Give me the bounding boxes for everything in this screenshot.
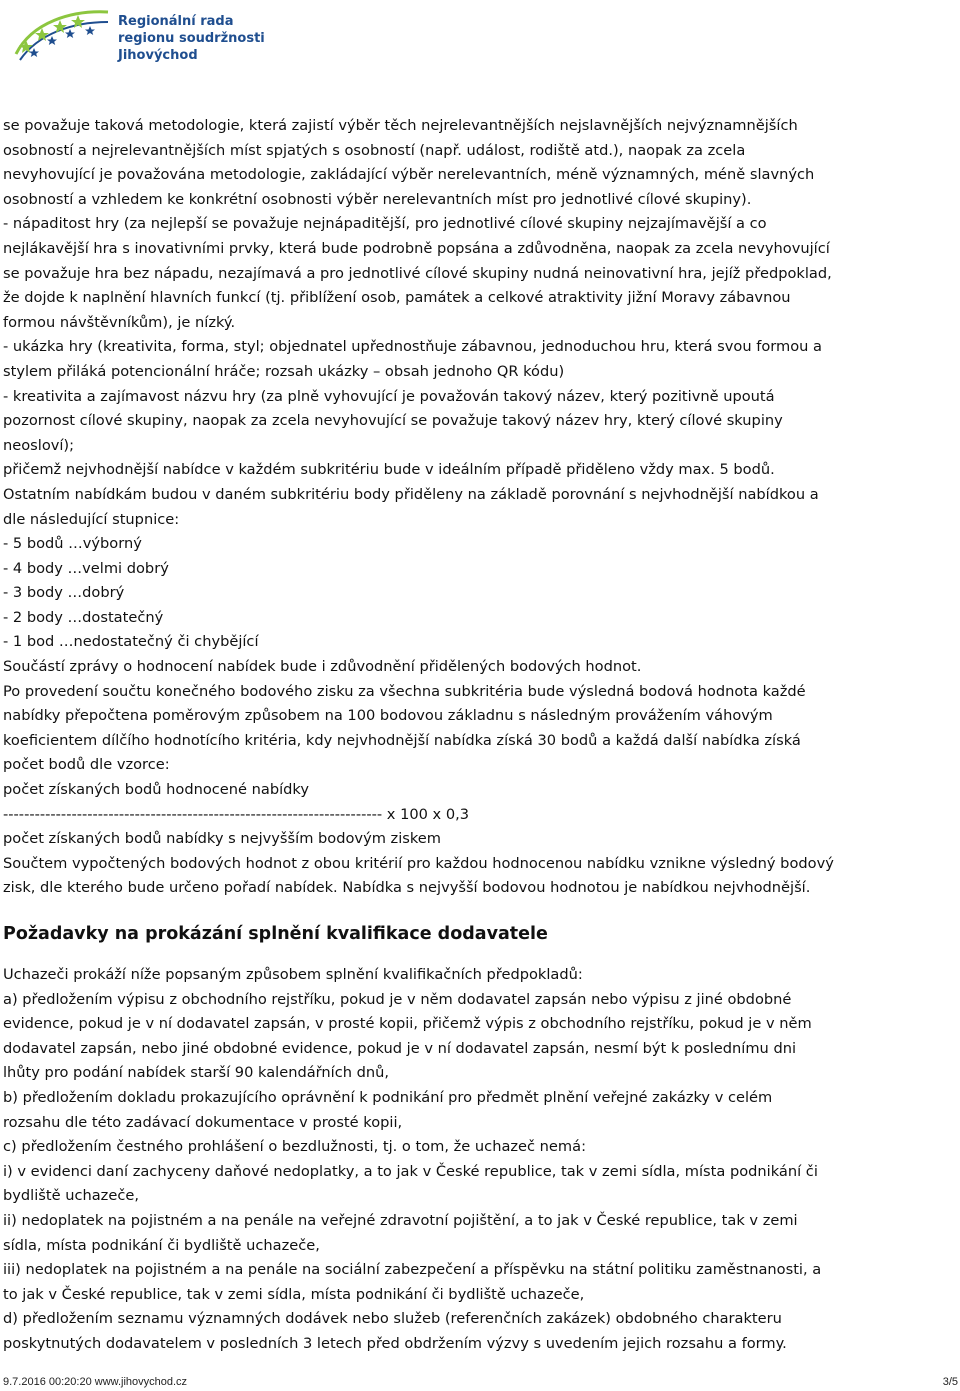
text-line: b) předložením dokladu prokazujícího oprávnění k podnikání pro předmět plnění veřejné zakázky v celém — [3, 1088, 773, 1106]
star-arc-logo-icon — [12, 4, 112, 64]
text-line: koeficientem dílčího hodnotícího kritéria, kdy nejvhodnější nabídka získá 30 bodů a každá další nabídka získá — [3, 731, 801, 749]
text-line: bydliště uchazeče, — [3, 1187, 139, 1205]
text-line: c) předložením čestného prohlášení o bezdlužnosti, tj. o tom, že uchazeč nemá: — [3, 1138, 586, 1156]
scale-item: - 1 bod …nedostatečný či chybějící — [3, 633, 259, 651]
section-heading: Požadavky na prokázání splnění kvalifikace dodavatele — [3, 924, 548, 944]
qualification-text — [3, 963, 958, 1357]
formula-numerator: počet získaných bodů hodnocené nabídky — [3, 781, 309, 799]
page-footer — [3, 1375, 958, 1389]
text-line: počet bodů dle vzorce: — [3, 756, 170, 774]
text-line: se považuje hra bez nápadu, nezajímavá a pro jednotlivé cílové skupiny nudná neinovativní hra, jejíž předpoklad, — [3, 264, 832, 282]
text-line: se považuje taková metodologie, která zajistí výběr těch nejrelevantnějších nejslavnějších nejvýznamnějších — [3, 117, 798, 134]
text-line: Ostatním nabídkám budou v daném subkritériu body přiděleny na základě porovnání s nejvhodnější nabídkou a — [3, 485, 819, 503]
text-line: - kreativita a zajímavost názvu hry (za plně vyhovující je považován takový název, který pozitivně upoutá — [3, 387, 775, 405]
text-line: neosloví); — [3, 436, 75, 454]
text-line: Součtem vypočtených bodových hodnot z obou kritérií pro každou hodnocenou nabídku vznikne výsledný bodový — [3, 854, 834, 872]
formula-fraction-line: ------------------------------------------------------------------------ x 100 x 0,3 — [3, 805, 470, 823]
scale-item: - 4 body …velmi dobrý — [3, 559, 169, 577]
logo-line: Jihovýchod — [118, 48, 198, 63]
text-line: iii) nedoplatek na pojistném a na penále na sociální zabezpečení a příspěvku na státní politiku zaměstnanosti, a — [3, 1261, 822, 1279]
text-line: formou návštěvníkům), je nízký. — [3, 313, 236, 331]
scale-item: - 3 body …dobrý — [3, 584, 125, 602]
text-line: poskytnutých dodavatelem v posledních 3 letech před obdržením výzvy s uvedením jejich rozsahu a formy. — [3, 1334, 787, 1352]
evaluation-text — [3, 114, 958, 901]
text-line: osobností a nejrelevantnějších míst spjatých s osobností (např. událost, rodiště atd.), naopak za zcela — [3, 141, 746, 159]
text-line: nabídky přepočtena poměrovým způsobem na 100 bodovou základnu s následným provážením váhovým — [3, 707, 773, 725]
text-line: rozsahu dle této zadávací dokumentace v prosté kopii, — [3, 1113, 403, 1131]
text-line: to jak v České republice, tak v zemi sídla, místa podnikání či bydliště uchazeče, — [3, 1285, 585, 1303]
text-line: zisk, dle kterého bude určeno pořadí nabídek. Nabídka s nejvyšší bodovou hodnotou je nabídkou nejvhodnější. — [3, 879, 811, 897]
text-line: přičemž nejvhodnější nabídce v každém subkritériu bude v ideálním případě přiděleno vždy max. 5 bodů. — [3, 461, 775, 479]
text-line: i) v evidenci daní zachyceny daňové nedoplatky, a to jak v České republice, tak v zemi sídla, místa podnikání či — [3, 1162, 818, 1180]
text-line: dodavatel zapsán, nebo jiné obdobné evidence, pokud je v ní dodavatel zapsán, nesmí být k poslednímu dni — [3, 1039, 797, 1057]
text-line: nevyhovující je považována metodologie, zakládající výběr nerelevantních, méně významných, méně slavných — [3, 166, 815, 184]
text-line: a) předložením výpisu z obchodního rejstříku, pokud je v něm dodavatel zapsán nebo výpisu z jiné obdobné — [3, 990, 792, 1008]
text-line: stylem přiláká potencionální hráče; rozsah ukázky – obsah jednoho QR kódu) — [3, 362, 565, 380]
text-line: nejlákavější hra s inovativními prvky, která bude podrobně popsána a zdůvodněna, naopak za zcela nevyhovující — [3, 239, 830, 257]
text-line: - ukázka hry (kreativita, forma, styl; objednatel upřednostňuje zábavnou, jednoduchou hru, která svou formou a — [3, 338, 822, 356]
text-line: osobností a vzhledem ke konkrétní osobnosti výběr nerelevantních míst pro jednotlivé cílové skupiny). — [3, 190, 752, 208]
footer-timestamp-url: 9.7.2016 00:20:20 www.jihovychod.cz — [3, 1376, 188, 1388]
text-line: Po provedení součtu konečného bodového zisku za všechna subkritéria bude výsledná bodová hodnota každé — [3, 682, 806, 700]
logo-text — [118, 13, 265, 64]
text-line: pozornost cílové skupiny, naopak za zcela nevyhovující se považuje takový název hry, který cílové skupiny — [3, 412, 783, 430]
logo-line: regionu soudržnosti — [118, 31, 265, 46]
document-body — [3, 114, 958, 1357]
scale-item: - 5 bodů …výborný — [3, 535, 142, 553]
logo-line: Regionální rada — [118, 14, 234, 29]
text-line: že dojde k naplnění hlavních funkcí (tj. přiblížení osob, památek a celkové atraktivity jižní Moravy zábavnou — [3, 289, 791, 307]
formula-denominator: počet získaných bodů nabídky s nejvyšším bodovým ziskem — [3, 830, 442, 848]
text-line: ii) nedoplatek na pojistném a na penále na veřejné zdravotní pojištění, a to jak v České republice, tak v zemi — [3, 1211, 798, 1229]
text-line: - nápaditost hry (za nejlepší se považuje nejnápaditější, pro jednotlivé cílové skupiny nejzajímavější a co — [3, 215, 767, 233]
text-line: d) předložením seznamu významných dodávek nebo služeb (referenčních zakázek) obdobného charakteru — [3, 1310, 782, 1328]
organization-logo — [12, 4, 265, 68]
text-line: lhůty pro podání nabídek starší 90 kalendářních dnů, — [3, 1064, 390, 1082]
text-line: evidence, pokud je v ní dodavatel zapsán, v prosté kopii, přičemž výpis z obchodního rejstříku, pokud je v něm — [3, 1015, 812, 1033]
scale-item: - 2 body …dostatečný — [3, 608, 164, 626]
text-line: Součástí zprávy o hodnocení nabídek bude i zdůvodnění přidělených bodových hodnot. — [3, 658, 642, 676]
text-line: sídla, místa podnikání či bydliště uchazeče, — [3, 1236, 320, 1254]
text-line: dle následující stupnice: — [3, 510, 180, 528]
page-number: 3/5 — [942, 1376, 958, 1388]
text-line: Uchazeči prokáží níže popsaným způsobem splnění kvalifikačních předpokladů: — [3, 966, 583, 983]
